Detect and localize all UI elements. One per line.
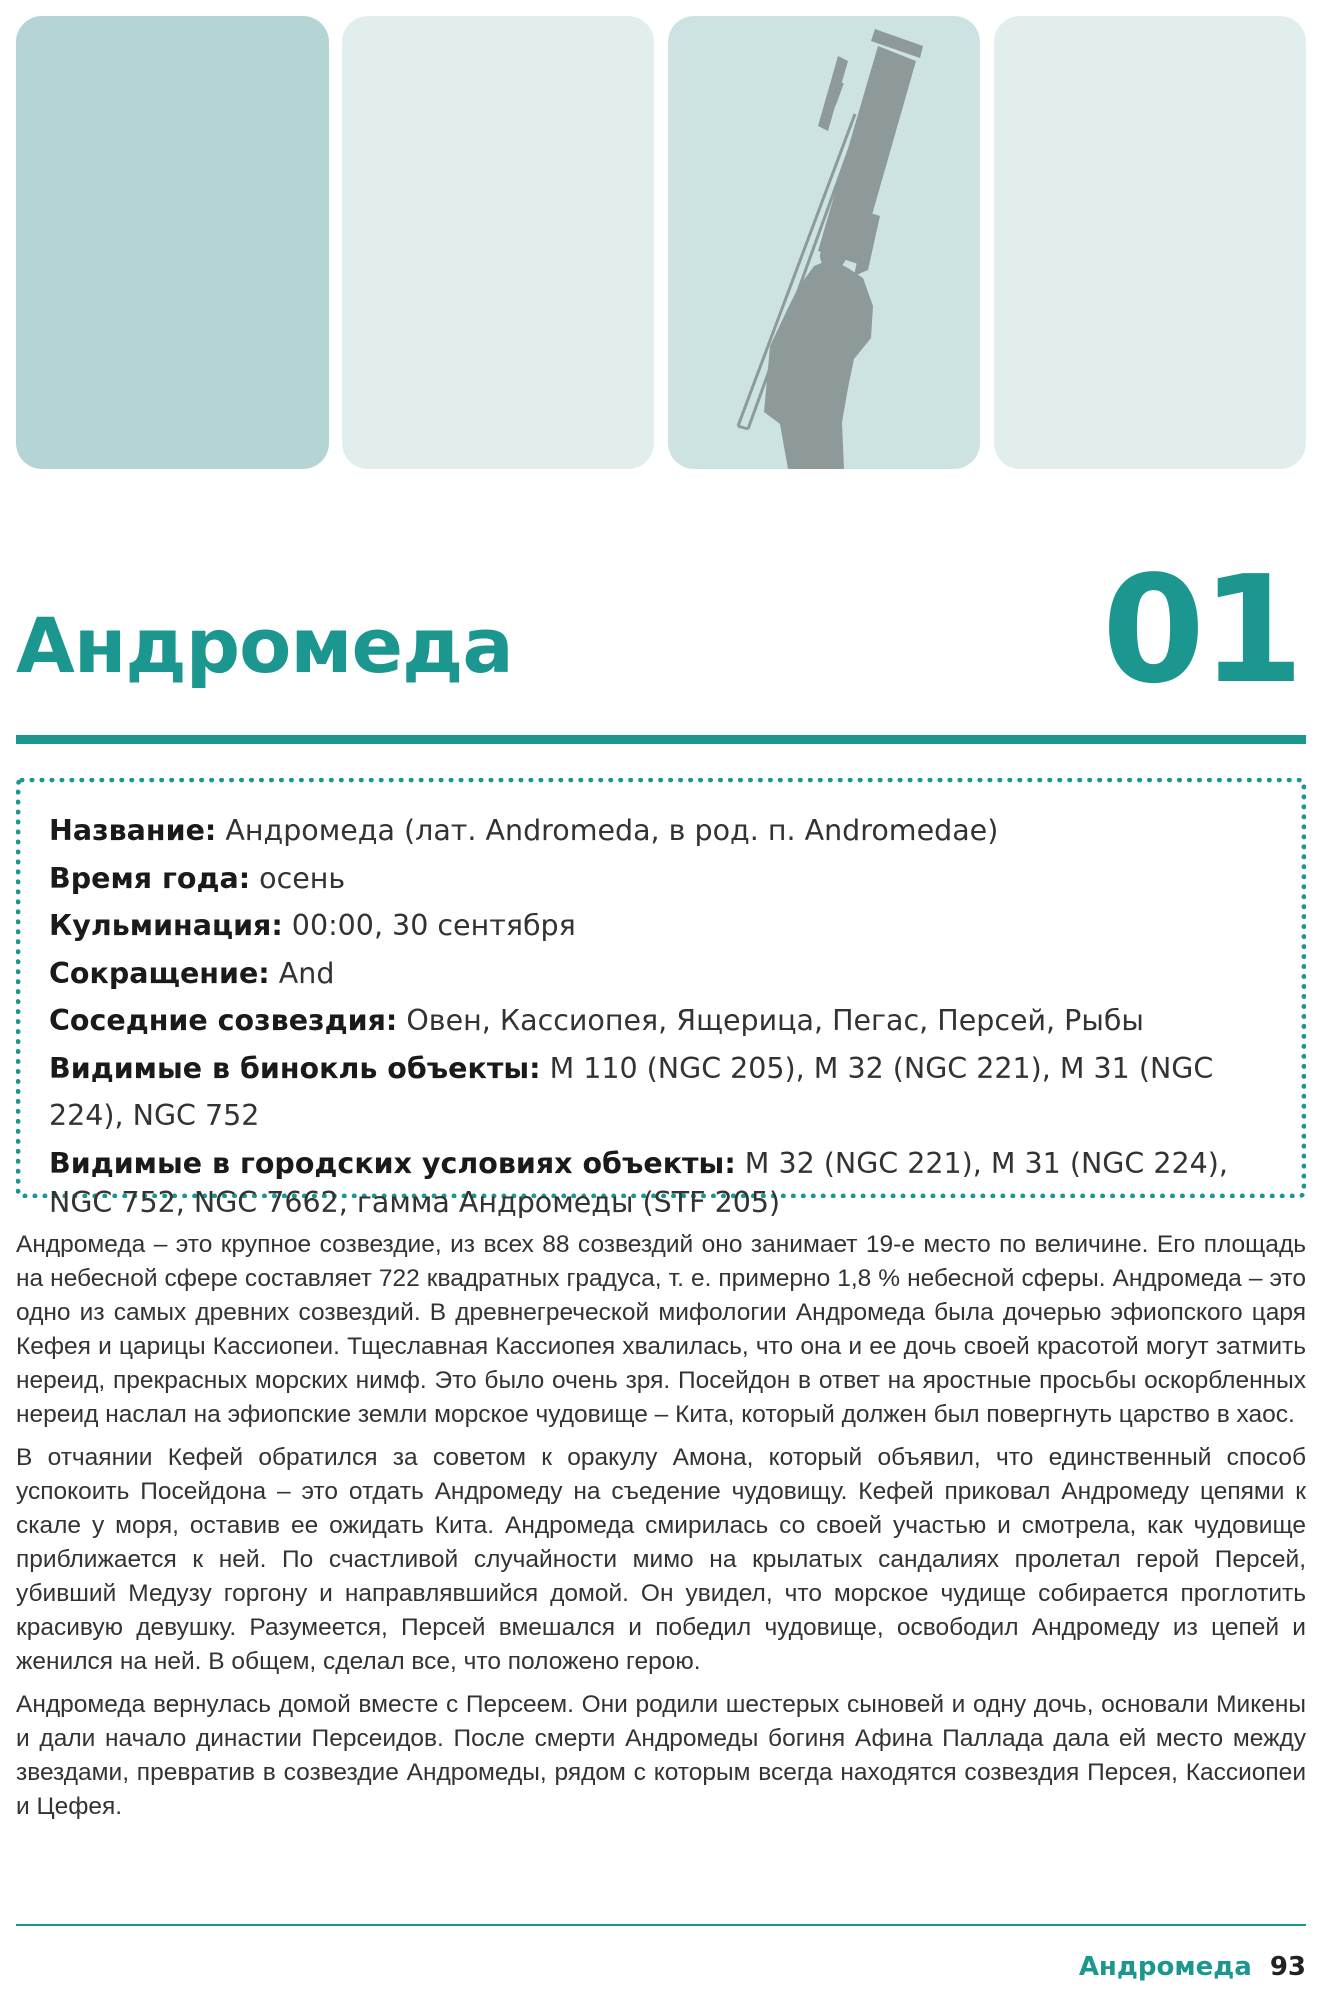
- info-row-culmination: [49, 902, 1275, 950]
- info-value: And: [269, 956, 335, 990]
- info-value: Андромеда (лат. Andromeda, в род. п. Andromedae): [216, 814, 999, 847]
- info-value: осень: [250, 861, 346, 895]
- constellation-title: Андромеда: [16, 601, 513, 690]
- title-divider: [16, 735, 1306, 744]
- info-value: M 110 (NGC 205), M 32 (NGC 221), M 31 (NGC 224), NGC 752: [49, 1051, 1214, 1132]
- info-box: [16, 778, 1306, 1219]
- info-value: M 32 (NGC 221), M 31 (NGC 224), NGC 752, NGC 7662, гамма Андромеды (STF 205): [49, 1146, 1228, 1219]
- info-row-city-objects: [49, 1144, 1275, 1222]
- info-row-abbreviation: [49, 950, 1275, 998]
- chapter-number: 01: [1102, 544, 1300, 716]
- telescope-silhouette-icon: [668, 16, 980, 469]
- page-footer: [1079, 1950, 1306, 1984]
- info-label: Видимые в бинокль объекты:: [49, 1051, 541, 1085]
- paragraph: Андромеда вернулась домой вместе с Персеем. Они родили шестерых сыновей и одну дочь, основали Микены и дали начало династии Персеидов. После смерти Андромеды богиня Афина Паллада дала ей место между звездами, превратив в созвездие Андромеды, рядом с которым всегда находятся созвездия Персея, Кассиопеи и Цефея.: [16, 1691, 1306, 1820]
- paragraph: В отчаянии Кефей обратился за советом к оракулу Амона, который объявил, что единственный способ успокоить Посейдона – это отдать Андромеду на съедение чудовищу. Кефей приковал Андромеду цепями к скале у моря, оставив ее ожидать Кита. Андромеда смирилась со своей участью и смотрела, как чудовище приближается к ней. По счастливой случайности мимо на крылатых сандалиях пролетал герой Персей, убивший Медузу горгону и направлявшийся домой. Он увидел, что морское чудище собирается проглотить красивую девушку. Разумеется, Персей вмешался и победил чудовище, освободил Андромеду из цепей и женился на ней. В общем, сделал все, что положено герою.: [16, 1444, 1306, 1675]
- paragraph: Андромеда – это крупное созвездие, из всех 88 созвездий оно занимает 19-е место по величине. Его площадь на небесной сфере составляет 722 квадратных градуса, т. е. примерно 1,8 % небесной сферы. Андромеда – это одно из самых древних созвездий. В древнегреческой мифологии Андромеда была дочерью эфиопского царя Кефея и царицы Кассиопеи. Тщеславная Кассиопея хвалилась, что она и ее дочь своей красотой могут затмить нереид, прекрасных морских нимф. Это было очень зря. Посейдон в ответ на яростные просьбы оскорбленных нереид наслал на эфиопские земли морское чудовище – Кита, который должен был повергнуть царство в хаос.: [16, 1231, 1306, 1428]
- info-label: Видимые в городских условиях объекты:: [49, 1146, 736, 1180]
- info-row-neighbours: [49, 997, 1275, 1045]
- info-label: Соседние созвездия:: [49, 1004, 398, 1037]
- info-label: Сокращение:: [49, 956, 270, 990]
- footer-divider: [16, 1924, 1306, 1926]
- info-label: Название:: [49, 814, 217, 847]
- page-number: 93: [1269, 1952, 1306, 1982]
- info-row-season: [49, 855, 1275, 903]
- info-row-name: [49, 807, 1275, 855]
- header-tile-3: [668, 16, 980, 469]
- header-tile-1: [16, 16, 329, 469]
- info-value: 00:00, 30 сентября: [282, 909, 576, 942]
- info-row-binocular-objects: [49, 1045, 1275, 1140]
- header-tiles: [16, 16, 1306, 469]
- header-tile-4: [994, 16, 1306, 469]
- info-label: Кульминация:: [49, 909, 283, 942]
- article-body: [16, 1228, 1306, 1833]
- info-value: Овен, Кассиопея, Ящерица, Пегас, Персей, Рыбы: [397, 1004, 1144, 1037]
- header-tile-2: [342, 16, 654, 469]
- info-label: Время года:: [49, 861, 251, 895]
- footer-section-name: Андромеда: [1078, 1952, 1252, 1982]
